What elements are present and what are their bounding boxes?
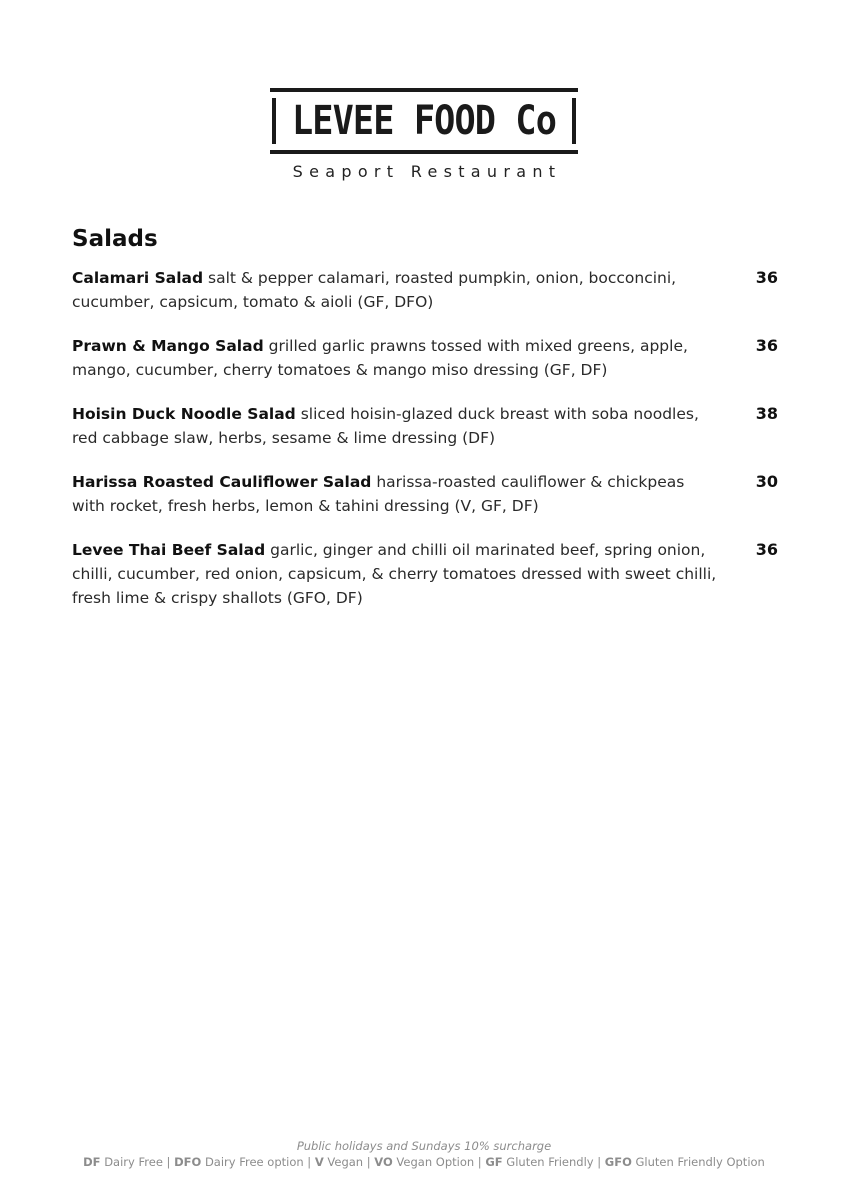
menu-item-description: salt & pepper calamari, roasted pumpkin, onion, bocconcini, cucumber, capsicum, tomato & aioli (GF, DFO) bbox=[72, 269, 677, 311]
menu-item-description: harissa-roasted cauliflower & chickpeas with rocket, fresh herbs, lemon & tahini dressing (V, GF, DF) bbox=[72, 473, 685, 515]
menu-item-name: Prawn & Mango Salad bbox=[72, 337, 264, 355]
menu-item-description: sliced hoisin-glazed duck breast with soba noodles, red cabbage slaw, herbs, sesame & lime dressing (DF) bbox=[72, 405, 699, 447]
legend-meaning: Dairy Free bbox=[104, 1155, 163, 1169]
logo-frame bbox=[270, 88, 578, 154]
menu-item-text bbox=[72, 266, 722, 314]
menu-item-price: 36 bbox=[755, 268, 778, 287]
menu-item bbox=[72, 266, 778, 314]
menu-item-text bbox=[72, 402, 722, 450]
legend-meaning: Gluten Friendly Option bbox=[635, 1155, 765, 1169]
menu-item-description: grilled garlic prawns tossed with mixed greens, apple, mango, cucumber, cherry tomatoes & mango miso dressing (GF, DF) bbox=[72, 337, 688, 379]
legend-meaning: Vegan bbox=[327, 1155, 364, 1169]
menu-item-text bbox=[72, 334, 722, 382]
legend-separator: | bbox=[303, 1155, 315, 1169]
menu-item-name: Harissa Roasted Cauliflower Salad bbox=[72, 473, 372, 491]
legend-separator: | bbox=[474, 1155, 486, 1169]
menu-list bbox=[72, 266, 778, 630]
legend-code: DF bbox=[83, 1155, 101, 1169]
surcharge-note: Public holidays and Sundays 10% surcharge bbox=[296, 1139, 552, 1153]
menu-item bbox=[72, 334, 778, 382]
footer bbox=[0, 1138, 848, 1170]
legend-code: GF bbox=[485, 1155, 503, 1169]
menu-item bbox=[72, 470, 778, 518]
menu-item-name: Calamari Salad bbox=[72, 269, 204, 287]
menu-item bbox=[72, 402, 778, 450]
menu-item-price: 36 bbox=[755, 336, 778, 355]
legend-separator: | bbox=[363, 1155, 375, 1169]
dietary-legend bbox=[0, 1154, 848, 1170]
legend-code: V bbox=[314, 1155, 324, 1169]
menu-item bbox=[72, 538, 778, 610]
restaurant-logo bbox=[270, 88, 578, 181]
menu-item-name: Hoisin Duck Noodle Salad bbox=[72, 405, 296, 423]
legend-separator: | bbox=[593, 1155, 605, 1169]
menu-item-price: 38 bbox=[755, 404, 778, 423]
menu-item-name: Levee Thai Beef Salad bbox=[72, 541, 266, 559]
legend-meaning: Vegan Option bbox=[396, 1155, 475, 1169]
menu-item-price: 30 bbox=[755, 472, 778, 491]
legend-code: DFO bbox=[174, 1155, 202, 1169]
menu-item-price: 36 bbox=[755, 540, 778, 559]
legend-separator: | bbox=[162, 1155, 175, 1169]
logo-subtitle: Seaport Restaurant bbox=[292, 162, 562, 181]
menu-item-text bbox=[72, 470, 722, 518]
menu-item-description: garlic, ginger and chilli oil marinated beef, spring onion, chilli, cucumber, red onion, capsicum, & cherry tomatoes dressed with sweet chilli, fresh lime & crispy shallots (GFO, DF) bbox=[72, 541, 717, 607]
legend-code: GFO bbox=[604, 1155, 632, 1169]
logo-title: LEVEE FOOD Co bbox=[291, 98, 557, 144]
menu-item-text bbox=[72, 538, 722, 610]
legend-meaning: Dairy Free option bbox=[204, 1155, 304, 1169]
legend-meaning: Gluten Friendly bbox=[506, 1155, 594, 1169]
section-title: Salads bbox=[72, 226, 158, 252]
legend-code: VO bbox=[374, 1155, 393, 1169]
